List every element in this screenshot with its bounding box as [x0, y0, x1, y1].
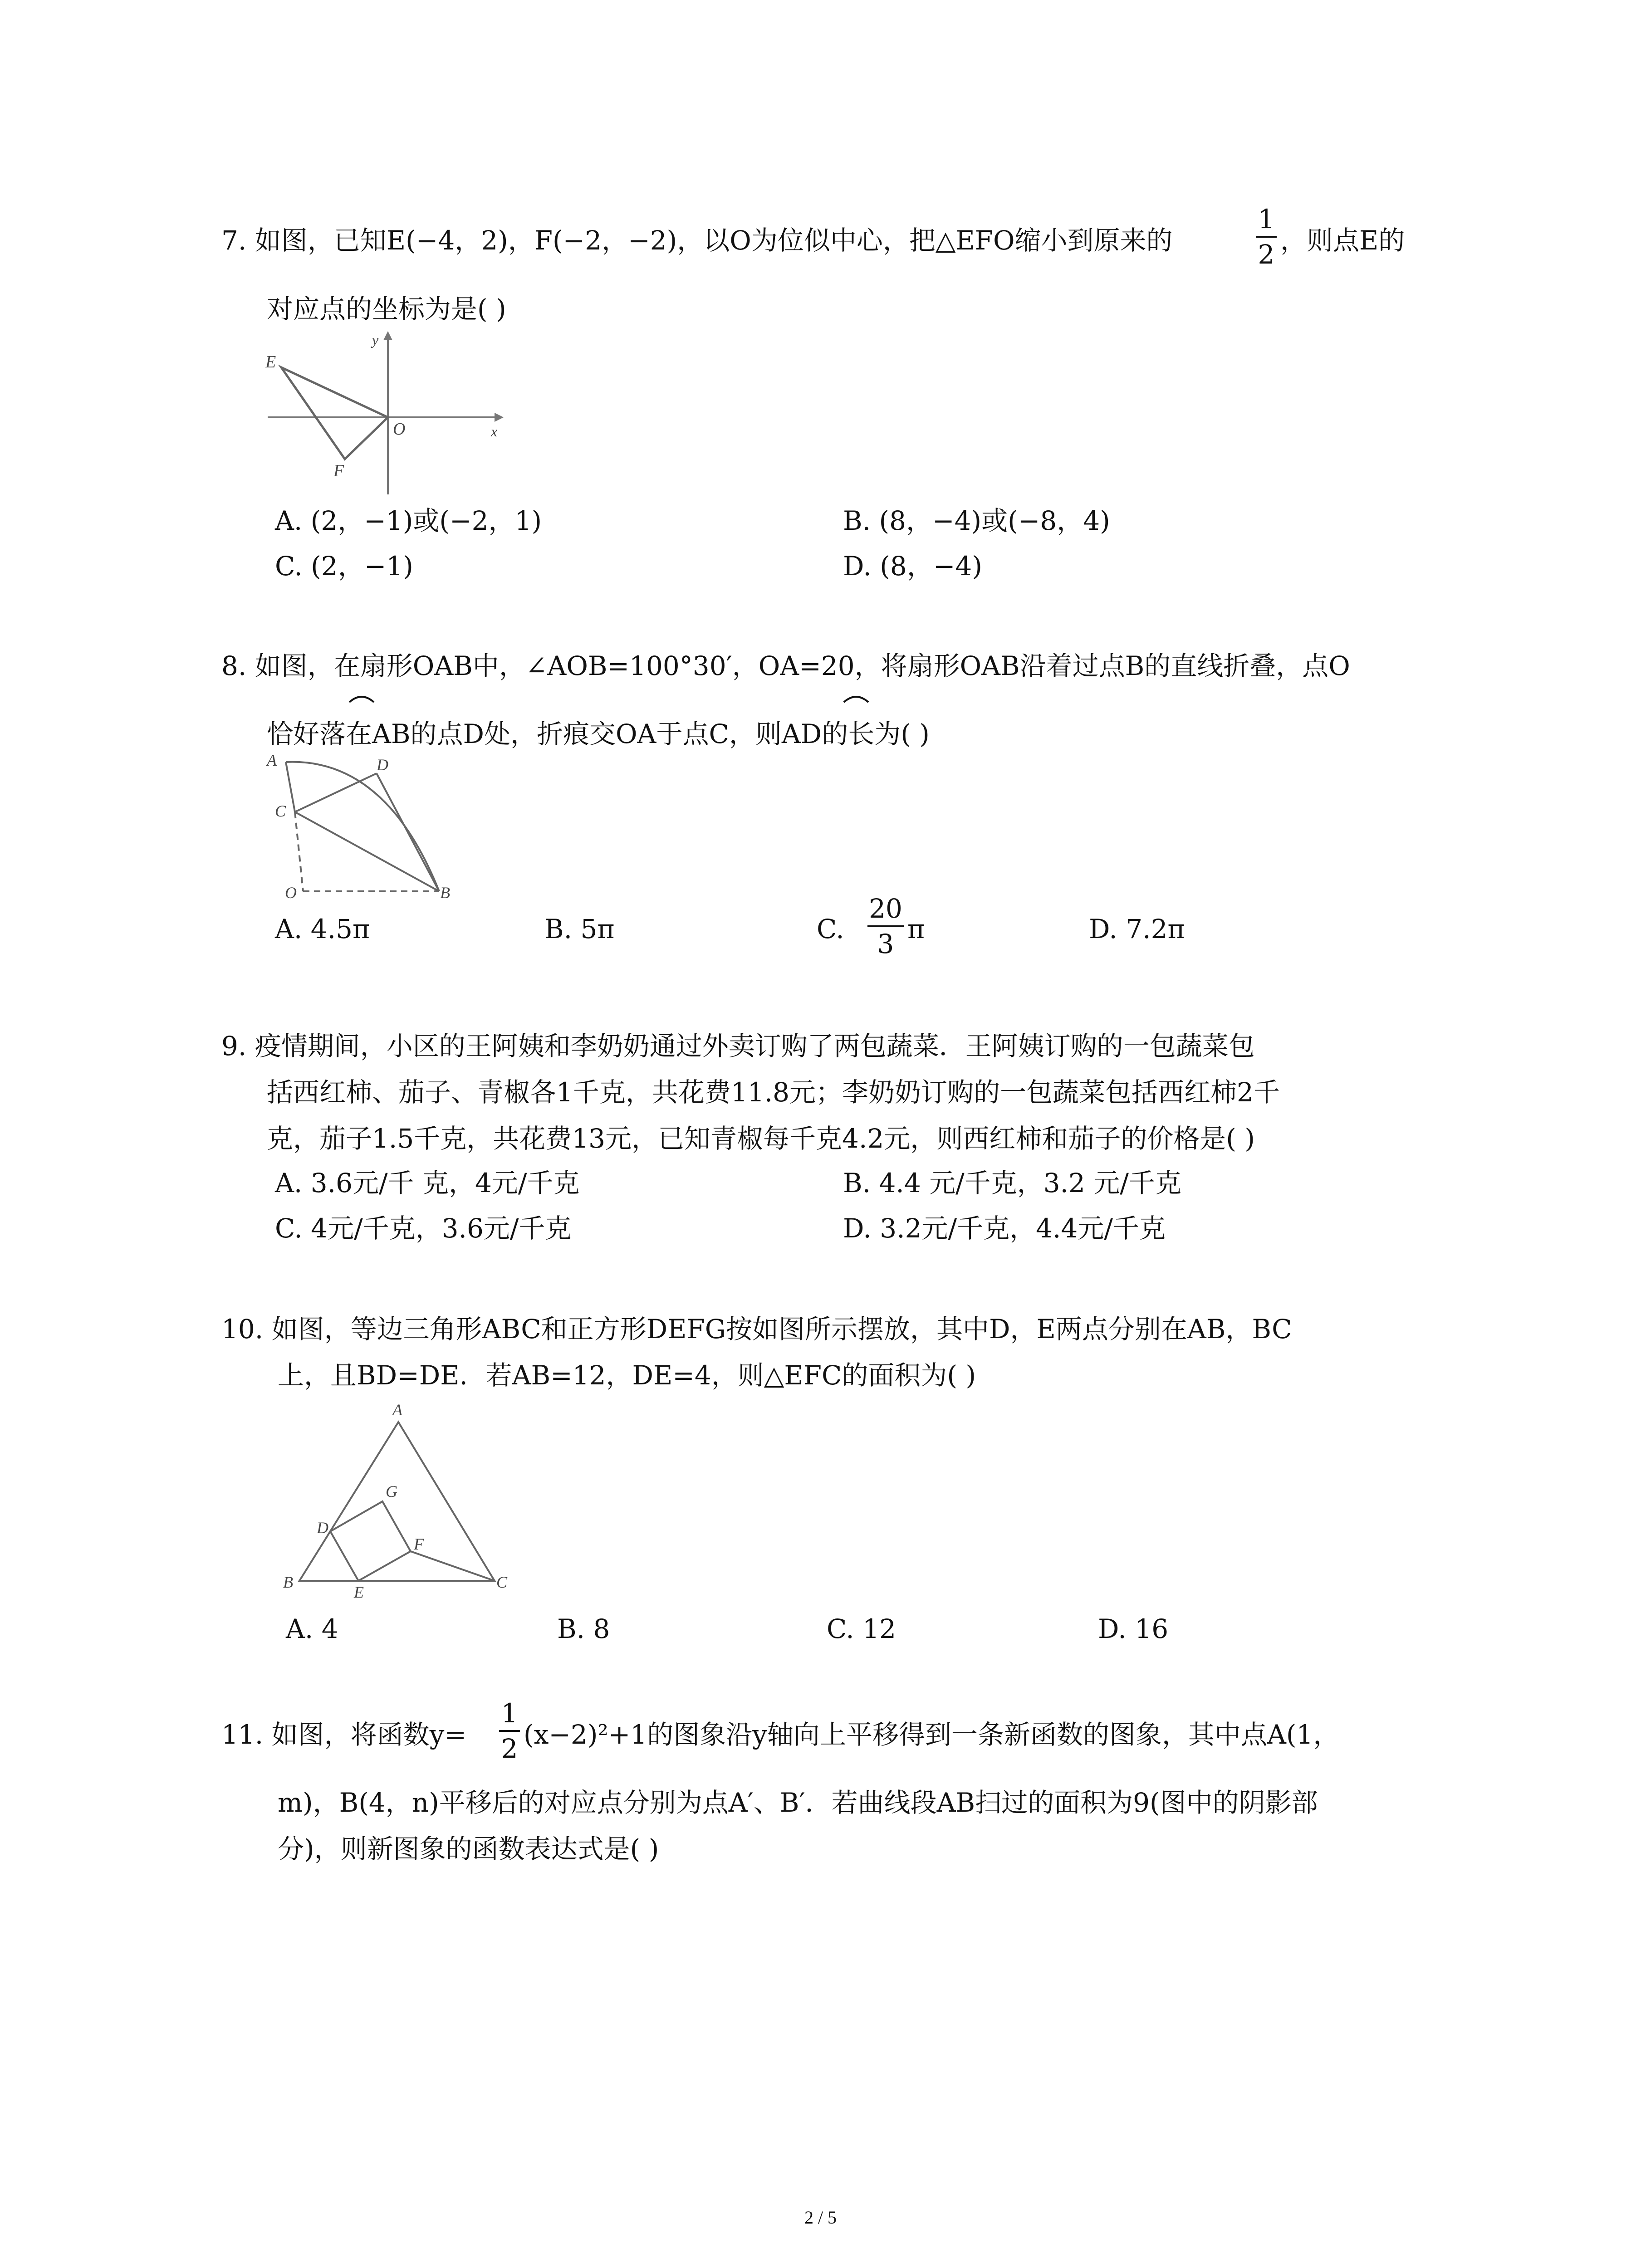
label-e: E — [354, 1583, 364, 1601]
q10-figure — [272, 1397, 526, 1601]
q11-fraction — [499, 1697, 520, 1765]
sector-arc — [286, 762, 439, 891]
segment-fc — [411, 1551, 495, 1581]
q7-option-c: C. (2，−1) — [275, 551, 413, 582]
q11-line3: 分)，则新图象的函数表达式是( ) — [278, 1833, 659, 1864]
arc-mark-ab — [346, 690, 377, 704]
q8-figure — [259, 748, 467, 903]
label-y: y — [372, 332, 379, 348]
q8-option-d: D. 7.2π — [1089, 914, 1185, 944]
q8-option-c-tail: π — [907, 914, 925, 944]
q8-option-c: C. — [817, 914, 844, 944]
q9-option-c: C. 4元/千克，3.6元/千克 — [275, 1213, 572, 1244]
q7-option-b: B. (8，−4)或(−8，4) — [843, 505, 1110, 536]
q10-option-b: B. 8 — [557, 1613, 610, 1644]
fraction-bar — [867, 925, 904, 927]
label-e: E — [265, 352, 276, 371]
q11-frac-den: 2 — [501, 1733, 518, 1764]
q11-frac-num: 1 — [501, 1698, 518, 1729]
label-b: B — [440, 884, 450, 902]
label-f: F — [333, 461, 344, 480]
q9-option-b: B. 4.4 元/千克，3.2 元/千克 — [843, 1168, 1181, 1198]
label-a: A — [267, 751, 277, 769]
q7-line1b: ，则点E的 — [1280, 225, 1405, 256]
segment-co-dashed — [295, 812, 303, 891]
q11-line1a: 11. 如图，将函数y= — [221, 1719, 467, 1750]
q11-line1b: (x−2)²+1的图象沿y轴向上平移得到一条新函数的图象，其中点A(1， — [524, 1719, 1340, 1750]
q7-fraction — [1256, 203, 1277, 270]
q8-line2: 恰好落在AB的点D处，折痕交OA于点C，则AD的长为( ) — [267, 719, 930, 749]
q7-line1a: 7. 如图，已知E(−4，2)，F(−2，−2)，以O为位似中心，把△EFO缩小到原来的 — [221, 225, 1173, 256]
label-o: O — [285, 884, 297, 902]
label-x: x — [491, 423, 498, 440]
q10-line2: 上，且BD=DE．若AB=12，DE=4，则△EFC的面积为( ) — [278, 1360, 976, 1391]
q10-option-d: D. 16 — [1098, 1613, 1169, 1644]
segment-ao — [286, 762, 295, 812]
q8-optc-den: 3 — [877, 929, 894, 959]
fraction-bar — [499, 1730, 520, 1732]
label-c: C — [496, 1573, 508, 1591]
q7-frac-num: 1 — [1258, 204, 1275, 235]
page-number: 2 / 5 — [804, 2207, 837, 2228]
triangle-abc — [299, 1422, 495, 1581]
arc-mark-ad — [840, 690, 872, 704]
q8-line1: 8. 如图，在扇形OAB中，∠AOB=100°30′，OA=20，将扇形OAB沿着过点B的直线折叠，点O — [221, 650, 1350, 681]
q9-line1: 9. 疫情期间，小区的王阿姨和李奶奶通过外卖订购了两包蔬菜．王阿姨订购的一包蔬菜包 — [221, 1031, 1255, 1061]
q7-option-d: D. (8，−4) — [843, 551, 982, 582]
triangle-efo — [281, 367, 388, 459]
q7-frac-den: 2 — [1258, 239, 1275, 270]
label-a: A — [392, 1401, 402, 1419]
y-axis-arrow — [383, 331, 392, 340]
segment-cd — [295, 773, 377, 812]
label-d: D — [377, 756, 388, 774]
q7-line2: 对应点的坐标为是( ) — [267, 293, 506, 324]
q10-line1: 10. 如图，等边三角形ABC和正方形DEFG按如图所示摆放，其中D，E两点分别在AB，BC — [221, 1314, 1292, 1344]
label-b: B — [283, 1573, 293, 1591]
label-f: F — [414, 1535, 424, 1553]
q9-option-a: A. 3.6元/千 克，4元/千克 — [275, 1168, 580, 1198]
q9-line2: 括西红柿、茄子、青椒各1千克，共花费11.8元；李奶奶订购的一包蔬菜包括西红柿2千 — [267, 1077, 1280, 1108]
q8-option-b: B. 5π — [544, 914, 615, 944]
q8-option-c-fraction — [867, 893, 904, 960]
label-d: D — [317, 1519, 328, 1537]
q8-optc-num: 20 — [869, 893, 902, 924]
label-g: G — [386, 1482, 397, 1501]
q8-option-a: A. 4.5π — [275, 914, 370, 944]
fraction-bar — [1256, 236, 1277, 238]
q7-option-a: A. (2，−1)或(−2，1) — [275, 505, 542, 536]
q9-option-d: D. 3.2元/千克，4.4元/千克 — [843, 1213, 1166, 1244]
q9-line3: 克，茄子1.5千克，共花费13元，已知青椒每千克4.2元，则西红柿和茄子的价格是( ) — [267, 1123, 1255, 1154]
q7-figure — [259, 327, 513, 499]
label-c: C — [275, 802, 286, 820]
x-axis-arrow — [495, 413, 504, 422]
label-o: O — [393, 420, 406, 439]
q11-line2: m)，B(4，n)平移后的对应点分别为点A′、B′．若曲线段AB扫过的面积为9(图中的阴影部 — [278, 1787, 1318, 1818]
q10-option-c: C. 12 — [827, 1613, 896, 1644]
q10-option-a: A. 4 — [286, 1613, 338, 1644]
